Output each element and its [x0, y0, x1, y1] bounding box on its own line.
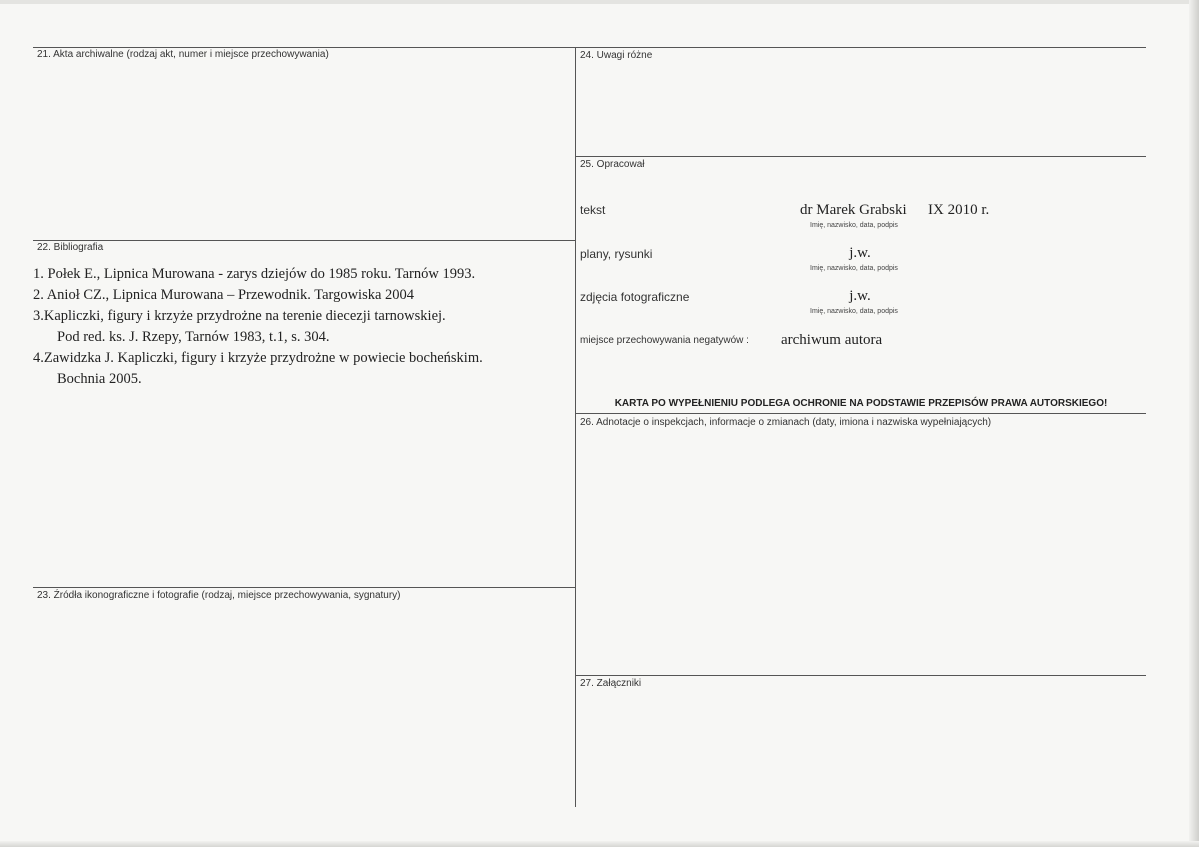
rule-23 — [33, 587, 575, 588]
section-25-label: 25. Opracował — [580, 159, 645, 170]
bibliography-entry: Bochnia 2005. — [57, 371, 142, 387]
center-divider — [575, 47, 576, 807]
rule-25 — [575, 156, 1146, 157]
tekst-date-value: IX 2010 r. — [928, 202, 990, 218]
plany-label: plany, rysunki — [580, 247, 653, 261]
rule-22 — [33, 240, 575, 241]
rule-26 — [575, 413, 1146, 414]
rule-27 — [575, 675, 1146, 676]
copyright-notice: KARTA PO WYPEŁNIENIU PODLEGA OCHRONIE NA PODSTAWIE PRZEPISÓW PRAWA AUTORSKIEGO! — [614, 398, 1108, 409]
plany-value: j.w. — [849, 245, 871, 261]
bibliography-entry: 3.Kapliczki, figury i krzyże przydrożne na terenie diecezji tarnowskiej. — [33, 308, 446, 324]
zdjecia-value: j.w. — [849, 288, 871, 304]
tekst-author-value: dr Marek Grabski — [800, 202, 907, 218]
section-22-label: 22. Bibliografia — [37, 242, 104, 253]
negatywy-label: miejsce przechowywania negatywów : — [580, 335, 749, 346]
section-27-label: 27. Załączniki — [580, 678, 642, 689]
section-21-label: 21. Akta archiwalne (rodzaj akt, numer i miejsce przechowywania) — [37, 49, 329, 60]
section-24-label: 24. Uwagi różne — [580, 50, 653, 61]
bibliography-entry: 2. Anioł CZ., Lipnica Murowana – Przewodnik. Targowiska 2004 — [33, 287, 415, 303]
bibliography-list — [33, 264, 563, 390]
section-23-label: 23. Źródła ikonograficzne i fotografie (rodzaj, miejsce przechowywania, sygnatury) — [37, 590, 401, 601]
signature-hint: Imię, nazwisko, data, podpis — [810, 308, 898, 315]
tekst-label: tekst — [580, 203, 606, 217]
bibliography-entry: 4.Zawidzka J. Kapliczki, figury i krzyże przydrożne w powiecie bocheńskim. — [33, 350, 483, 366]
top-rule — [33, 47, 1146, 48]
zdjecia-label: zdjęcia fotograficzne — [580, 290, 690, 304]
signature-hint: Imię, nazwisko, data, podpis — [810, 222, 898, 229]
page-edge-right — [1189, 0, 1199, 847]
negatywy-value: archiwum autora — [781, 332, 883, 348]
page-edge-bottom — [0, 841, 1199, 847]
signature-hint: Imię, nazwisko, data, podpis — [810, 265, 898, 272]
page-edge — [0, 0, 1199, 4]
bibliography-entry: Pod red. ks. J. Rzepy, Tarnów 1983, t.1, s. 304. — [57, 329, 330, 345]
bibliography-entry: 1. Połek E., Lipnica Murowana - zarys dziejów do 1985 roku. Tarnów 1993. — [33, 266, 476, 282]
section-26-label: 26. Adnotacje o inspekcjach, informacje o zmianach (daty, imiona i nazwiska wypełniających) — [580, 417, 992, 428]
